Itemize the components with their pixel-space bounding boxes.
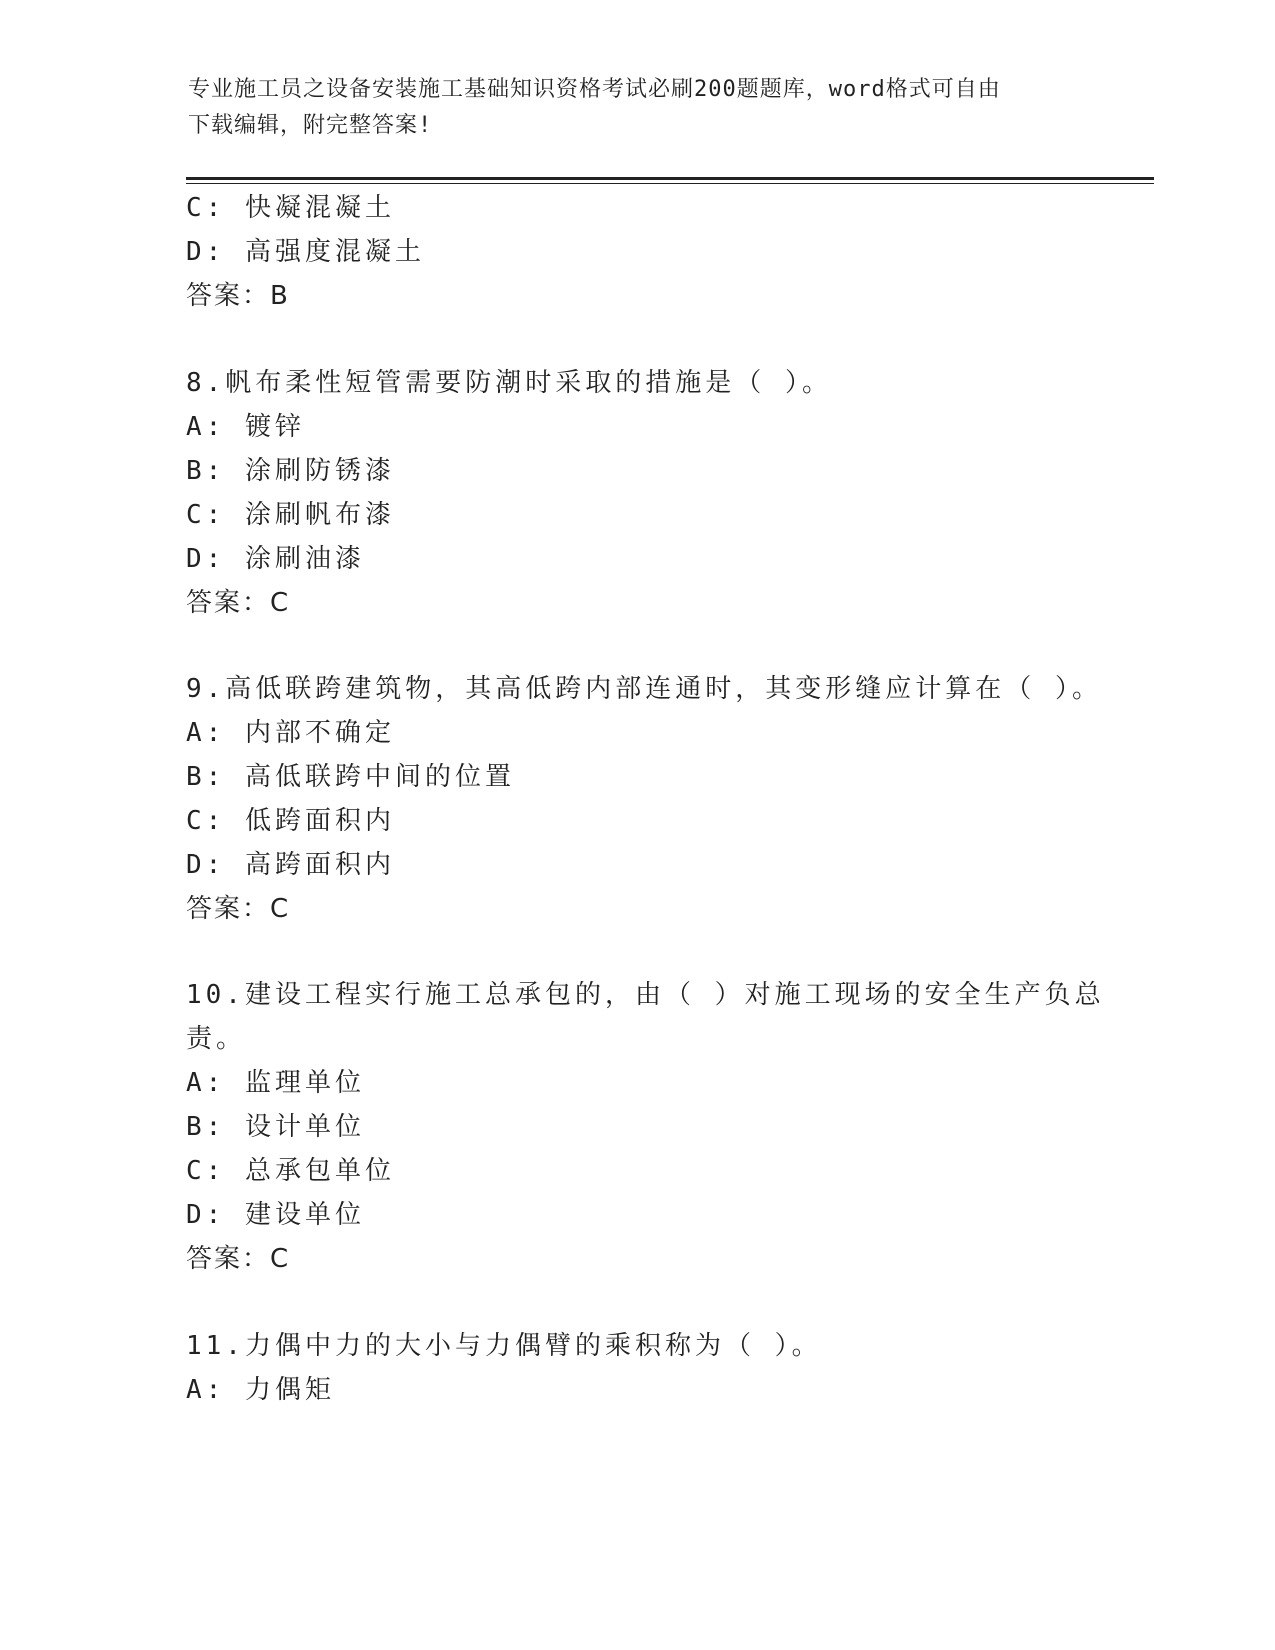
q8-answer: 答案：C: [186, 588, 291, 618]
q8-question: 8.帆布柔性短管需要防潮时采取的措施是（ ）。: [186, 368, 832, 398]
q11-question: 11.力偶中力的大小与力偶臂的乘积称为（ ）。: [186, 1331, 822, 1361]
q8-option-a: A: 镀锌: [186, 412, 305, 442]
header-line-2: 下载编辑，附完整答案!: [188, 113, 433, 138]
q8-option-d: D: 涂刷油漆: [186, 544, 365, 574]
q11-option-a: A: 力偶矩: [186, 1375, 335, 1405]
q10-option-b: B: 设计单位: [186, 1112, 365, 1142]
q7-answer: 答案：B: [186, 281, 290, 311]
q8-option-c: C: 涂刷帆布漆: [186, 500, 395, 530]
q10-option-c: C: 总承包单位: [186, 1156, 395, 1186]
q10-option-a: A: 监理单位: [186, 1068, 365, 1098]
q10-option-d: D: 建设单位: [186, 1200, 365, 1230]
q10-question-line-2: 责。: [186, 1024, 247, 1054]
header-line-1: 专业施工员之设备安装施工基础知识资格考试必刷200题题库，word格式可自由: [188, 77, 1001, 102]
q8-option-b: B: 涂刷防锈漆: [186, 456, 395, 486]
header-rule-thin: [186, 183, 1154, 184]
q9-option-d: D: 高跨面积内: [186, 850, 395, 880]
q9-answer: 答案：C: [186, 894, 291, 924]
q9-option-c: C: 低跨面积内: [186, 806, 395, 836]
q7-option-d: D: 高强度混凝土: [186, 237, 425, 267]
document-header: [188, 72, 1068, 144]
q10-question-line-1: 10.建设工程实行施工总承包的，由（ ）对施工现场的安全生产负总: [186, 980, 1105, 1010]
header-rule-thick: [186, 177, 1154, 180]
q9-option-b: B: 高低联跨中间的位置: [186, 762, 515, 792]
q10-answer: 答案：C: [186, 1244, 291, 1274]
q7-option-c: C: 快凝混凝土: [186, 193, 395, 223]
q9-option-a: A: 内部不确定: [186, 718, 395, 748]
q9-question: 9.高低联跨建筑物，其高低跨内部连通时，其变形缝应计算在（ ）。: [186, 674, 1102, 704]
